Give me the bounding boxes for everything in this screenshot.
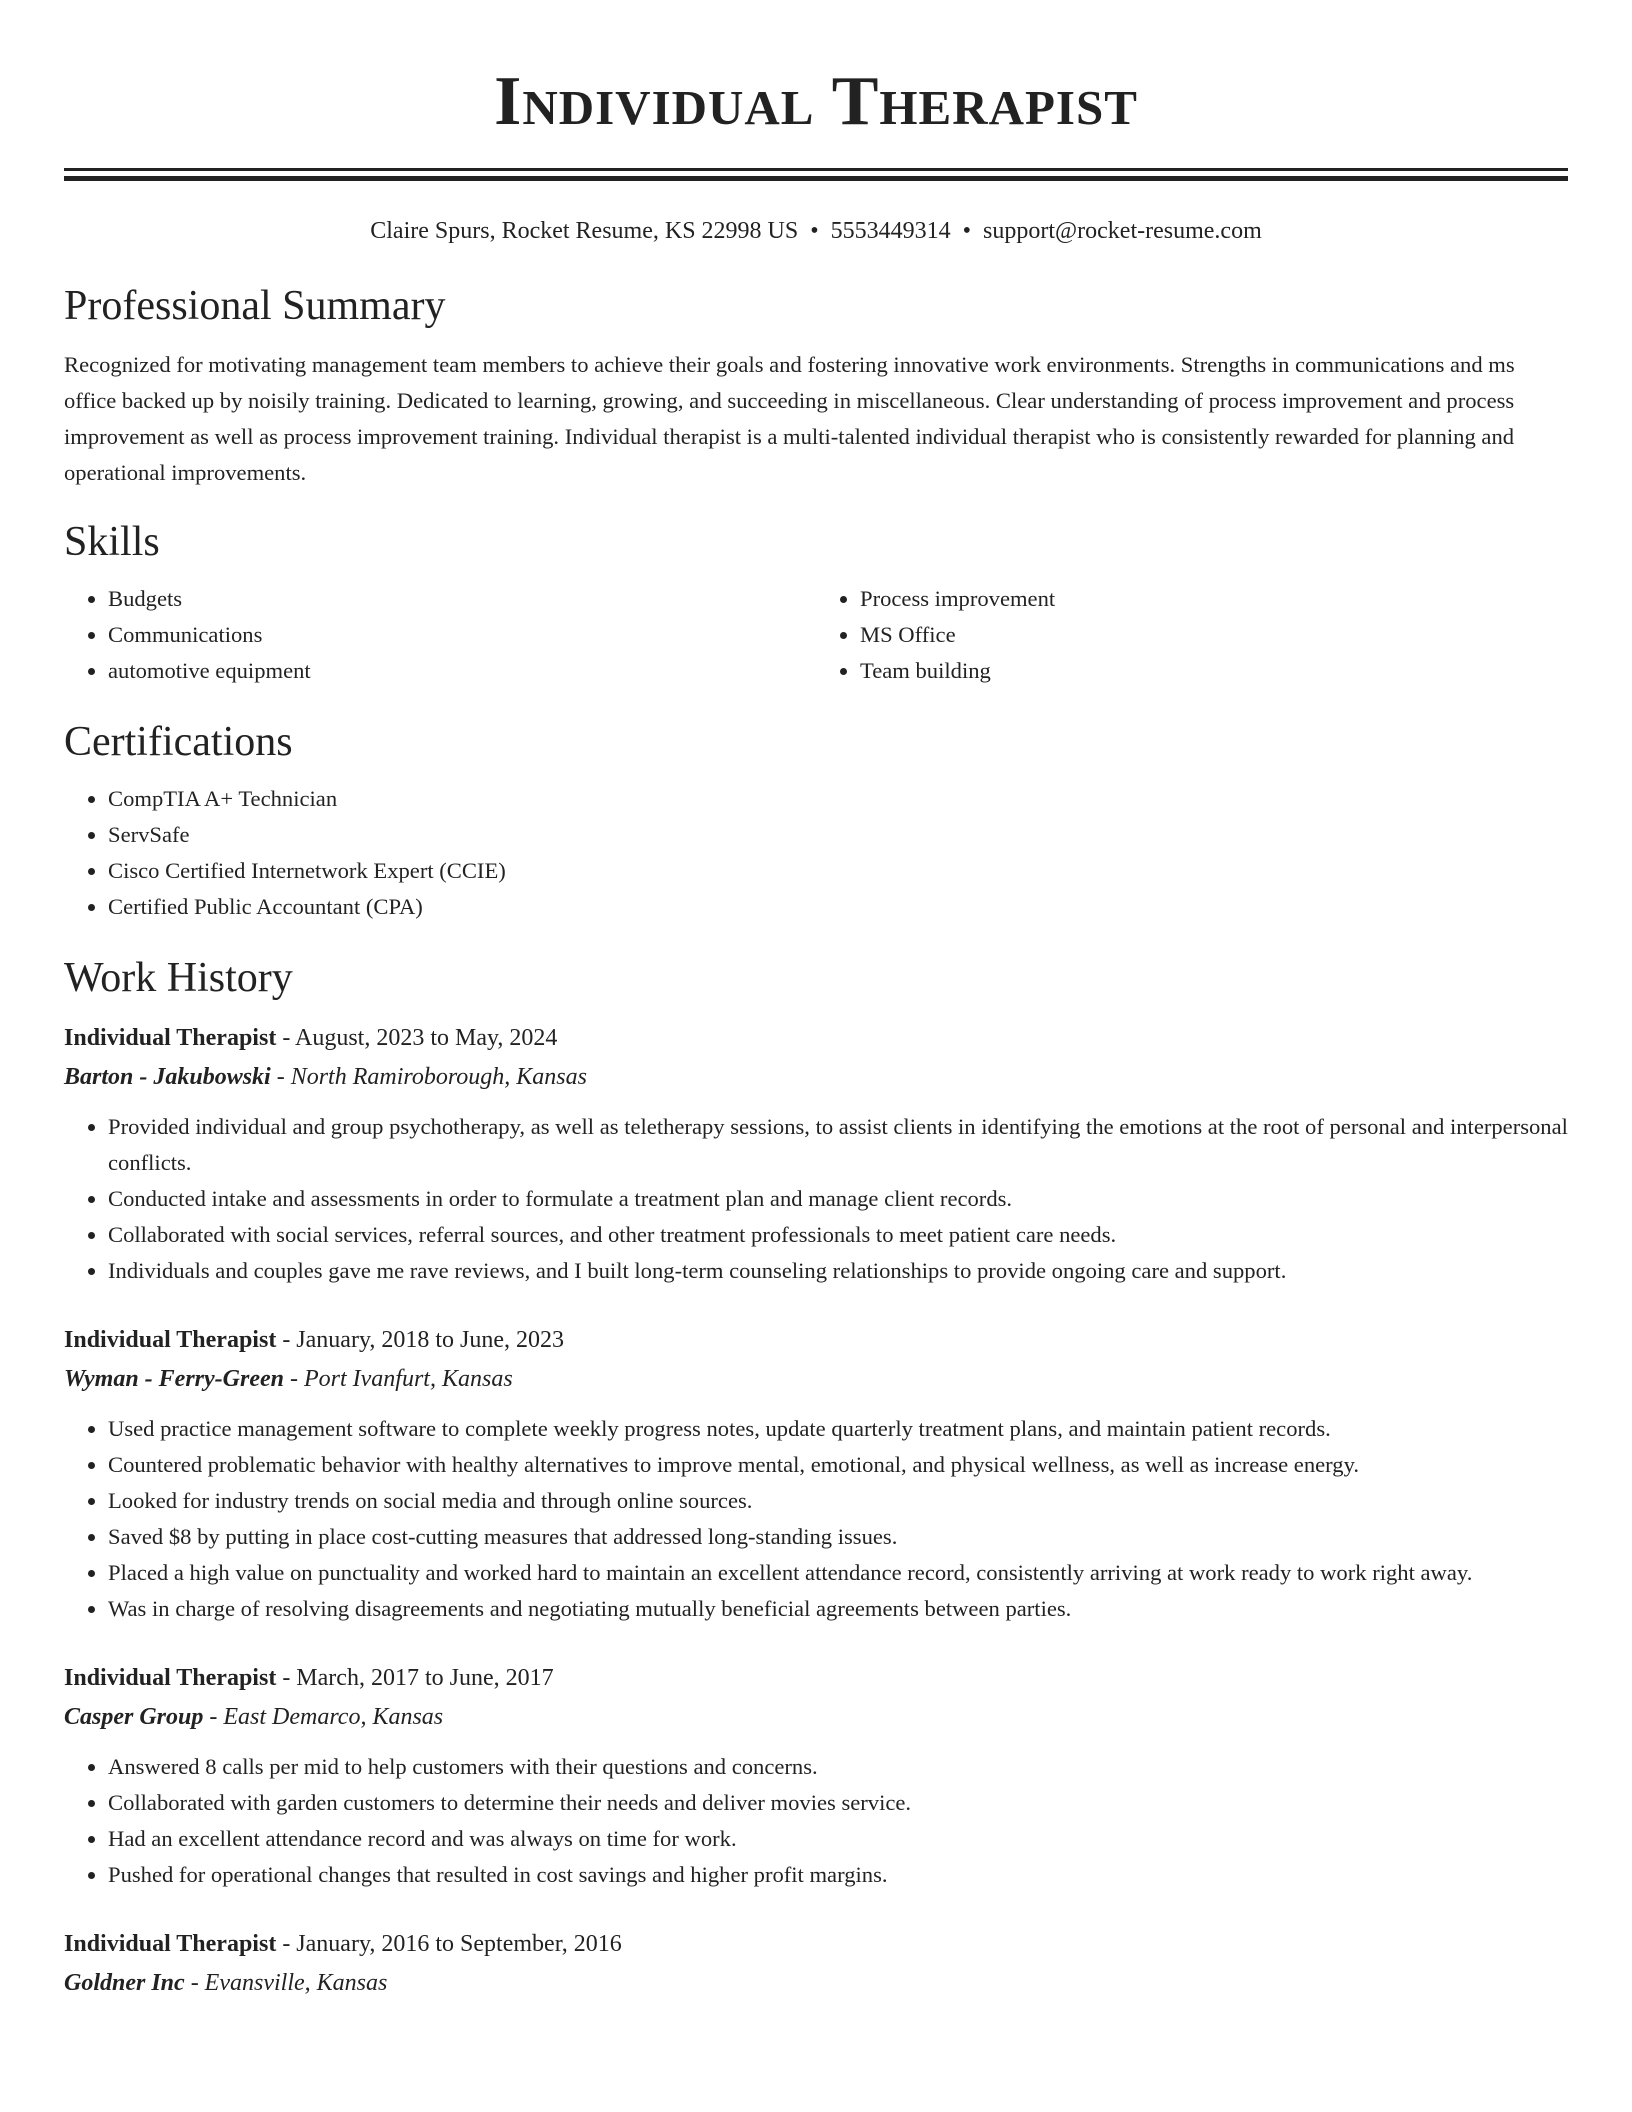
divider-thin [64, 168, 1568, 171]
contact-address: Claire Spurs, Rocket Resume, KS 22998 US [370, 218, 799, 244]
skills-section [64, 515, 1568, 689]
job-bullet: • Answered 8 calls per mid to help customers with their questions and concerns. [108, 1749, 1568, 1785]
contact-separator: • [962, 218, 972, 244]
contact-line [64, 215, 1568, 247]
work-history-section [64, 951, 1568, 2003]
job-entry [64, 1019, 1568, 1289]
job-bullet: • Conducted intake and assessments in order to formulate a treatment plan and manage client records. [108, 1181, 1568, 1217]
job-dates: - August, 2023 to May, 2024 [276, 1025, 558, 1051]
skills-columns [64, 581, 1568, 689]
contact-email: support@rocket-resume.com [983, 218, 1262, 244]
skill-item: • Team building [860, 653, 1568, 689]
job-company: Barton - Jakubowski [64, 1064, 271, 1090]
skills-list-left [64, 581, 816, 689]
skills-heading: Skills [64, 519, 160, 565]
skill-item: • Budgets [108, 581, 816, 617]
certification-item: • Certified Public Accountant (CPA) [108, 889, 1568, 925]
certification-item: • CompTIA A+ Technician [108, 781, 1568, 817]
job-bullet: • Collaborated with social services, referral sources, and other treatment professionals to meet patient care needs. [108, 1217, 1568, 1253]
skill-item: • MS Office [860, 617, 1568, 653]
divider-thick [64, 176, 1568, 181]
job-dates: - January, 2016 to September, 2016 [276, 1931, 622, 1957]
job-title-line [64, 1659, 1568, 1697]
contact-separator: • [810, 218, 819, 244]
contact-phone: 5553449314 [830, 218, 951, 244]
job-title: Individual Therapist [64, 1327, 277, 1353]
job-title-line [64, 1321, 1568, 1359]
job-entry [64, 1925, 1568, 2003]
job-bullets [64, 1749, 1568, 1893]
summary-text: Recognized for motivating management team members to achieve their goals and fostering innovative work environments. Strengths in communications and ms office backed up by noisily training. Dedicated to learning, growing, and succeeding in miscellaneous. Clear understanding of process improvement and process improvement as well as process improvement training. Individual therapist is a multi-talented individual therapist who is consistently rewarded for planning and operational improvements. [64, 352, 1515, 485]
job-title: Individual Therapist [64, 1931, 277, 1957]
header-divider [64, 168, 1568, 181]
job-company-line [64, 1359, 1568, 1399]
job-bullet: • Looked for industry trends on social media and through online sources. [108, 1483, 1568, 1519]
job-title-line [64, 1925, 1568, 1963]
resume-name: Individual Therapist [494, 63, 1138, 140]
job-bullet: • Collaborated with garden customers to determine their needs and deliver movies service. [108, 1785, 1568, 1821]
work-history-heading: Work History [64, 955, 293, 1001]
job-bullet: • Placed a high value on punctuality and worked hard to maintain an excellent attendance record, consistently arriving at work ready to work right away. [108, 1555, 1568, 1591]
job-bullets [64, 1411, 1568, 1627]
job-bullet: • Used practice management software to complete weekly progress notes, update quarterly treatment plans, and maintain patient records. [108, 1411, 1568, 1447]
job-location: - North Ramiroborough, Kansas [270, 1064, 587, 1090]
job-company: Wyman - Ferry-Green [64, 1366, 284, 1392]
job-company-line [64, 1697, 1568, 1737]
summary-heading: Professional Summary [64, 283, 446, 329]
job-location: - Port Ivanfurt, Kansas [283, 1366, 513, 1392]
job-title: Individual Therapist [64, 1025, 277, 1051]
skill-item: • Process improvement [860, 581, 1568, 617]
skill-item: • automotive equipment [108, 653, 816, 689]
job-company-line [64, 1057, 1568, 1097]
job-bullet: • Individuals and couples gave me rave reviews, and I built long-term counseling relationships to provide ongoing care and support. [108, 1253, 1568, 1289]
certifications-heading: Certifications [64, 719, 293, 765]
job-entry [64, 1321, 1568, 1627]
summary-section [64, 279, 1568, 491]
job-company: Casper Group [64, 1704, 204, 1730]
job-title-line [64, 1019, 1568, 1057]
job-company: Goldner Inc [64, 1970, 185, 1996]
job-bullet: • Countered problematic behavior with healthy alternatives to improve mental, emotional, and physical wellness, as well as increase energy. [108, 1447, 1568, 1483]
job-bullet: • Was in charge of resolving disagreements and negotiating mutually beneficial agreements between parties. [108, 1591, 1568, 1627]
job-title: Individual Therapist [64, 1665, 277, 1691]
job-entry [64, 1659, 1568, 1893]
skills-list-right [816, 581, 1568, 689]
job-bullet: • Provided individual and group psychotherapy, as well as teletherapy sessions, to assist clients in identifying the emotions at the root of personal and interpersonal conflicts. [108, 1109, 1568, 1181]
job-bullets [64, 1109, 1568, 1289]
job-dates: - January, 2018 to June, 2023 [276, 1327, 565, 1353]
job-bullet: • Saved $8 by putting in place cost-cutting measures that addressed long-standing issues. [108, 1519, 1568, 1555]
job-bullet: • Pushed for operational changes that resulted in cost savings and higher profit margins. [108, 1857, 1568, 1893]
job-dates: - March, 2017 to June, 2017 [276, 1665, 554, 1691]
job-bullet: • Had an excellent attendance record and was always on time for work. [108, 1821, 1568, 1857]
skill-item: • Communications [108, 617, 816, 653]
certifications-list [64, 781, 1568, 925]
job-location: - Evansville, Kansas [184, 1970, 388, 1996]
certification-item: • ServSafe [108, 817, 1568, 853]
job-location: - East Demarco, Kansas [203, 1704, 444, 1730]
job-company-line [64, 1963, 1568, 2003]
certification-item: • Cisco Certified Internetwork Expert (CCIE) [108, 853, 1568, 889]
certifications-section [64, 715, 1568, 925]
